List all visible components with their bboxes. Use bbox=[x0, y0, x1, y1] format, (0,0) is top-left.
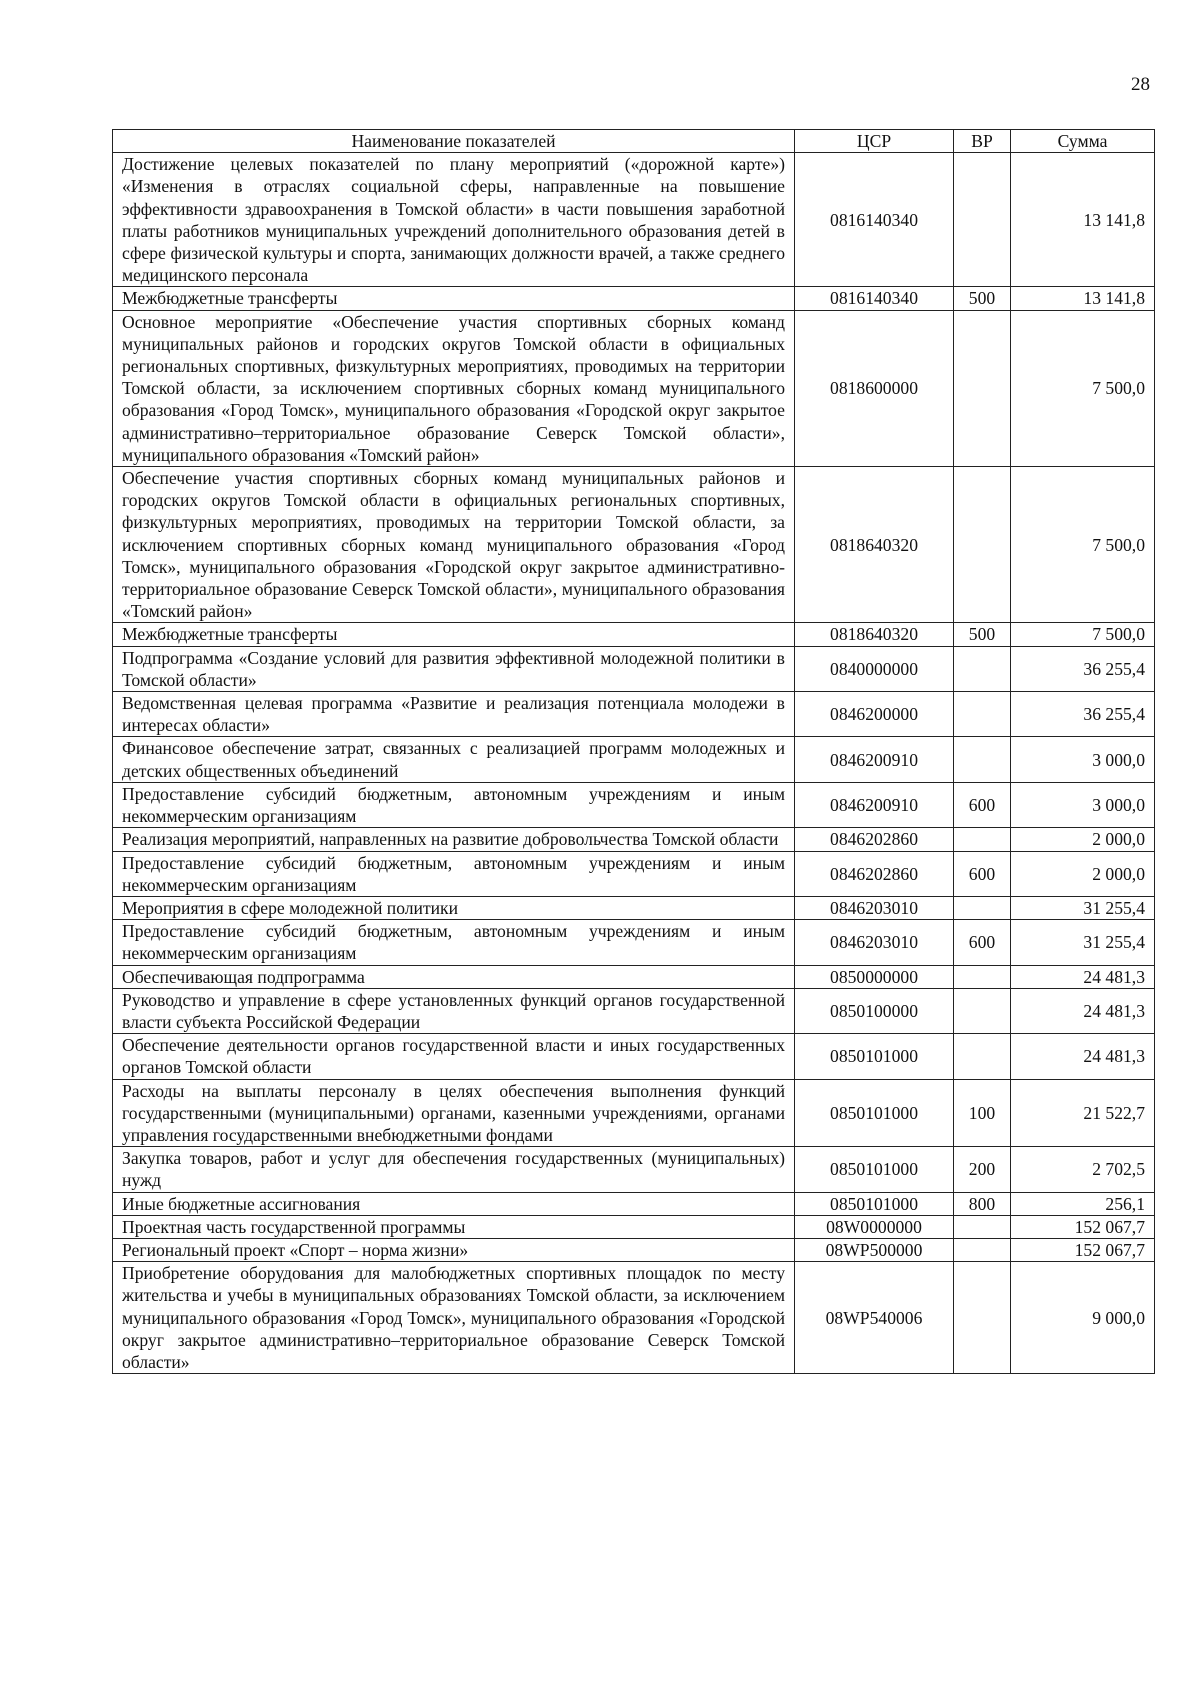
header-sum: Сумма bbox=[1011, 130, 1155, 153]
table-row bbox=[113, 896, 1155, 919]
row-name: Мероприятия в сфере молодежной политики bbox=[113, 896, 795, 919]
row-csr: 08WP500000 bbox=[795, 1238, 954, 1261]
row-vr bbox=[954, 1238, 1011, 1261]
row-csr: 0850101000 bbox=[795, 1147, 954, 1192]
row-sum: 256,1 bbox=[1011, 1192, 1155, 1215]
row-name: Закупка товаров, работ и услуг для обеспечения государственных (муниципальных) нужд bbox=[113, 1147, 795, 1192]
row-name: Региональный проект «Спорт – норма жизни» bbox=[113, 1238, 795, 1261]
header-vr: ВР bbox=[954, 130, 1011, 153]
table-row bbox=[113, 692, 1155, 737]
row-vr: 100 bbox=[954, 1079, 1011, 1147]
table-header-row bbox=[113, 130, 1155, 153]
row-name: Подпрограмма «Создание условий для развития эффективной молодежной политики в Томской области» bbox=[113, 646, 795, 691]
table-row bbox=[113, 1262, 1155, 1374]
row-sum: 3 000,0 bbox=[1011, 737, 1155, 782]
row-csr: 0846203010 bbox=[795, 896, 954, 919]
row-sum: 13 141,8 bbox=[1011, 287, 1155, 310]
row-sum: 152 067,7 bbox=[1011, 1238, 1155, 1261]
row-sum: 36 255,4 bbox=[1011, 692, 1155, 737]
row-vr bbox=[954, 965, 1011, 988]
row-sum: 24 481,3 bbox=[1011, 965, 1155, 988]
row-sum: 24 481,3 bbox=[1011, 1034, 1155, 1079]
row-name: Проектная часть государственной программы bbox=[113, 1215, 795, 1238]
row-sum: 21 522,7 bbox=[1011, 1079, 1155, 1147]
row-name: Финансовое обеспечение затрат, связанных с реализацией программ молодежных и детских общественных объединений bbox=[113, 737, 795, 782]
row-csr: 08W0000000 bbox=[795, 1215, 954, 1238]
row-csr: 0850101000 bbox=[795, 1192, 954, 1215]
table-row bbox=[113, 1215, 1155, 1238]
row-csr: 0846200910 bbox=[795, 782, 954, 827]
row-vr bbox=[954, 310, 1011, 466]
row-csr: 0818640320 bbox=[795, 623, 954, 646]
table-row bbox=[113, 1079, 1155, 1147]
row-csr: 0846202860 bbox=[795, 851, 954, 896]
row-name: Иные бюджетные ассигнования bbox=[113, 1192, 795, 1215]
budget-table bbox=[112, 129, 1155, 1374]
row-csr: 0846200000 bbox=[795, 692, 954, 737]
row-name: Обеспечение участия спортивных сборных команд муниципальных районов и городских округов Томской области в официальных региональных спортивных, физкультурных мероприятиях, проводимых на территории Томской области, за исключением спортивных сборных команд муниципального образования «Город Томск», муниципального образования «Городской округ закрытое административно-территориальное образование Северск Томской области», муниципального образования «Томский район» bbox=[113, 467, 795, 623]
row-csr: 0816140340 bbox=[795, 153, 954, 287]
row-csr: 0850101000 bbox=[795, 1034, 954, 1079]
row-name: Предоставление субсидий бюджетным, автономным учреждениям и иным некоммерческим организациям bbox=[113, 851, 795, 896]
table-row bbox=[113, 467, 1155, 623]
row-vr bbox=[954, 737, 1011, 782]
row-vr bbox=[954, 1215, 1011, 1238]
row-name: Достижение целевых показателей по плану мероприятий («дорожной карте») «Изменения в отраслях социальной сферы, направленные на повышение эффективности здравоохранения в Томской области» в части повышения заработной платы работников муниципальных учреждений дополнительного образования детей в сфере физической культуры и спорта, занимающих должности врачей, а также среднего медицинского персонала bbox=[113, 153, 795, 287]
table-row bbox=[113, 310, 1155, 466]
row-sum: 2 000,0 bbox=[1011, 851, 1155, 896]
row-sum: 24 481,3 bbox=[1011, 988, 1155, 1033]
table-row bbox=[113, 851, 1155, 896]
header-name: Наименование показателей bbox=[113, 130, 795, 153]
row-sum: 7 500,0 bbox=[1011, 623, 1155, 646]
table-row bbox=[113, 1147, 1155, 1192]
row-vr bbox=[954, 646, 1011, 691]
table-row bbox=[113, 737, 1155, 782]
table-body bbox=[113, 153, 1155, 1374]
row-vr bbox=[954, 467, 1011, 623]
row-csr: 0818640320 bbox=[795, 467, 954, 623]
row-name: Руководство и управление в сфере установленных функций органов государственной власти субъекта Российской Федерации bbox=[113, 988, 795, 1033]
row-name: Обеспечивающая подпрограмма bbox=[113, 965, 795, 988]
row-vr bbox=[954, 896, 1011, 919]
header-csr: ЦСР bbox=[795, 130, 954, 153]
row-vr bbox=[954, 988, 1011, 1033]
row-name: Приобретение оборудования для малобюджетных спортивных площадок по месту жительства и учебы в муниципальных образованиях Томской области, за исключением муниципального образования «Город Томск», муниципального образования «Городской округ закрытое административно–территориальное образование Северск Томской области» bbox=[113, 1262, 795, 1374]
row-name: Межбюджетные трансферты bbox=[113, 287, 795, 310]
row-sum: 7 500,0 bbox=[1011, 467, 1155, 623]
table-row bbox=[113, 965, 1155, 988]
table-row bbox=[113, 920, 1155, 965]
row-csr: 0846202860 bbox=[795, 828, 954, 851]
row-vr: 800 bbox=[954, 1192, 1011, 1215]
row-sum: 2 000,0 bbox=[1011, 828, 1155, 851]
row-csr: 0840000000 bbox=[795, 646, 954, 691]
row-sum: 31 255,4 bbox=[1011, 896, 1155, 919]
row-name: Обеспечение деятельности органов государственной власти и иных государственных органов Томской области bbox=[113, 1034, 795, 1079]
row-sum: 36 255,4 bbox=[1011, 646, 1155, 691]
row-vr bbox=[954, 692, 1011, 737]
page-number: 28 bbox=[1131, 74, 1150, 95]
row-vr: 500 bbox=[954, 287, 1011, 310]
row-sum: 152 067,7 bbox=[1011, 1215, 1155, 1238]
row-name: Межбюджетные трансферты bbox=[113, 623, 795, 646]
table-row bbox=[113, 287, 1155, 310]
table-row bbox=[113, 828, 1155, 851]
row-sum: 2 702,5 bbox=[1011, 1147, 1155, 1192]
row-vr: 500 bbox=[954, 623, 1011, 646]
row-vr: 200 bbox=[954, 1147, 1011, 1192]
table-row bbox=[113, 988, 1155, 1033]
row-csr: 0818600000 bbox=[795, 310, 954, 466]
row-csr: 0850101000 bbox=[795, 1079, 954, 1147]
table-row bbox=[113, 153, 1155, 287]
row-name: Расходы на выплаты персоналу в целях обеспечения выполнения функций государственными (муниципальными) органами, казенными учреждениями, органами управления государственными внебюджетными фондами bbox=[113, 1079, 795, 1147]
row-name: Предоставление субсидий бюджетным, автономным учреждениям и иным некоммерческим организациям bbox=[113, 920, 795, 965]
row-csr: 0846200910 bbox=[795, 737, 954, 782]
table-row bbox=[113, 1192, 1155, 1215]
table-row bbox=[113, 1238, 1155, 1261]
row-sum: 9 000,0 bbox=[1011, 1262, 1155, 1374]
row-name: Основное мероприятие «Обеспечение участия спортивных сборных команд муниципальных районов и городских округов Томской области в официальных региональных спортивных, физкультурных мероприятиях, проводимых на территории Томской области, за исключением спортивных сборных команд муниципального образования «Город Томск», муниципального образования «Городской округ закрытое административно–территориальное образование Северск Томской области», муниципального образования «Томский район» bbox=[113, 310, 795, 466]
table-row bbox=[113, 623, 1155, 646]
row-csr: 08WP540006 bbox=[795, 1262, 954, 1374]
row-csr: 0816140340 bbox=[795, 287, 954, 310]
row-name: Реализация мероприятий, направленных на развитие добровольчества Томской области bbox=[113, 828, 795, 851]
row-name: Предоставление субсидий бюджетным, автономным учреждениям и иным некоммерческим организациям bbox=[113, 782, 795, 827]
row-sum: 7 500,0 bbox=[1011, 310, 1155, 466]
table-row bbox=[113, 1034, 1155, 1079]
row-csr: 0850100000 bbox=[795, 988, 954, 1033]
row-vr: 600 bbox=[954, 851, 1011, 896]
row-vr bbox=[954, 1034, 1011, 1079]
row-vr bbox=[954, 1262, 1011, 1374]
row-sum: 31 255,4 bbox=[1011, 920, 1155, 965]
row-sum: 13 141,8 bbox=[1011, 153, 1155, 287]
row-sum: 3 000,0 bbox=[1011, 782, 1155, 827]
row-csr: 0846203010 bbox=[795, 920, 954, 965]
table-row bbox=[113, 646, 1155, 691]
row-vr: 600 bbox=[954, 920, 1011, 965]
row-vr bbox=[954, 153, 1011, 287]
row-name: Ведомственная целевая программа «Развитие и реализация потенциала молодежи в интересах области» bbox=[113, 692, 795, 737]
row-vr: 600 bbox=[954, 782, 1011, 827]
row-csr: 0850000000 bbox=[795, 965, 954, 988]
table-row bbox=[113, 782, 1155, 827]
row-vr bbox=[954, 828, 1011, 851]
